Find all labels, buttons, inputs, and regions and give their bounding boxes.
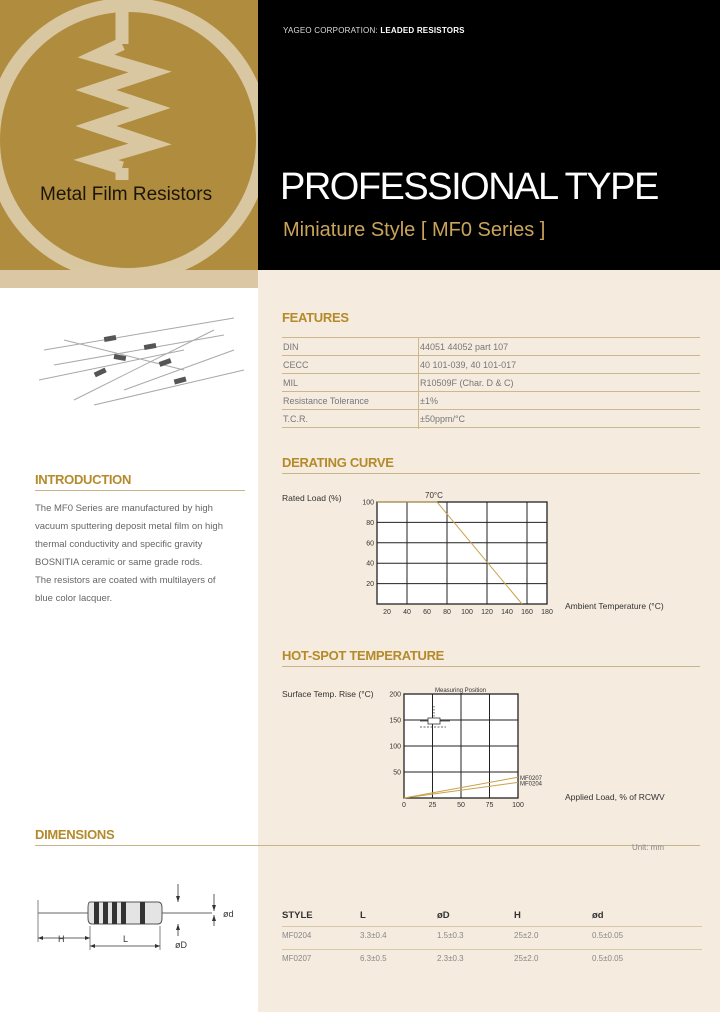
hotspot-title: HOT-SPOT TEMPERATURE	[282, 648, 445, 663]
feature-row	[282, 338, 700, 356]
derating-title: DERATING CURVE	[282, 455, 394, 470]
x-tick-label: 100	[461, 609, 473, 615]
table-cell: 25±2.0	[514, 954, 539, 963]
y-tick-label: 100	[389, 743, 401, 751]
feature-value: 40 101-039, 40 101-017	[420, 360, 517, 370]
table-row	[282, 926, 702, 948]
y-tick-label: 150	[389, 717, 401, 725]
y-tick-label: 40	[366, 560, 374, 568]
y-tick-label: 200	[389, 691, 401, 699]
features-title: FEATURES	[282, 310, 349, 325]
y-tick-label: 20	[366, 581, 374, 589]
hotspot-annotation: Measuring Position	[435, 688, 487, 694]
table-row	[282, 949, 702, 971]
feature-value: 44051 44052 part 107	[420, 342, 509, 352]
hotspot-xlabel: Applied Load, % of RCWV	[565, 792, 665, 802]
resistor-logo-icon	[0, 0, 258, 270]
feature-value: ±1%	[420, 396, 438, 406]
introduction-rule	[35, 490, 245, 491]
y-tick-label: 100	[362, 499, 374, 507]
intro-line: BOSNITIA ceramic or same grade rods.	[35, 557, 203, 568]
table-cell: 0.5±0.05	[592, 931, 624, 940]
feature-row	[282, 392, 700, 410]
feature-row	[282, 410, 700, 428]
intro-line: The MF0 Series are manufactured by high	[35, 503, 213, 514]
feature-value: R10509F (Char. D & C)	[420, 378, 514, 388]
derating-ylabel: Rated Load (%)	[282, 493, 342, 503]
col-header: L	[360, 910, 366, 921]
x-tick-label: 100	[512, 802, 524, 809]
feature-row	[282, 374, 700, 392]
corp-suffix: LEADED RESISTORS	[380, 26, 465, 35]
x-tick-label: 25	[428, 802, 437, 809]
x-tick-label: 40	[403, 609, 411, 615]
feature-label: CECC	[283, 360, 309, 370]
introduction-text	[35, 500, 240, 608]
x-tick-label: 20	[383, 609, 391, 615]
series-label: MF0207	[520, 776, 543, 783]
introduction-title: INTRODUCTION	[35, 472, 132, 487]
feature-value: ±50ppm/°C	[420, 414, 466, 424]
table-cell: MF0204	[282, 931, 312, 940]
dimension-diagram	[30, 870, 250, 960]
oD-label: øD	[175, 940, 187, 950]
feature-label: DIN	[283, 342, 299, 352]
x-tick-label: 120	[481, 609, 493, 615]
feature-label: T.C.R.	[283, 414, 309, 424]
table-cell: 6.3±0.5	[360, 954, 387, 963]
table-cell: MF0207	[282, 954, 312, 963]
col-header: STYLE	[282, 910, 313, 921]
feature-label: Resistance Tolerance	[283, 396, 369, 406]
header-logo-panel	[0, 0, 258, 270]
y-tick-label: 50	[393, 769, 401, 777]
page-title: PROFESSIONAL TYPE	[280, 166, 658, 208]
intro-line: blue color lacquer.	[35, 593, 113, 604]
product-name: Metal Film Resistors	[40, 184, 213, 205]
feature-label: MIL	[283, 378, 299, 388]
intro-line: The resistors are coated with multilayers of	[35, 575, 216, 586]
corp-prefix: YAGEO CORPORATION	[283, 26, 376, 35]
derating-xlabel: Ambient Temperature (°C)	[565, 601, 664, 611]
x-tick-label: 75	[485, 802, 494, 809]
derating-rule	[282, 473, 700, 474]
col-header: øD	[437, 910, 450, 921]
od-label: ød	[223, 909, 234, 919]
feature-row	[282, 356, 700, 374]
x-tick-label: 140	[501, 609, 513, 615]
resistors-photo	[34, 310, 250, 410]
dimensions-title: DIMENSIONS	[35, 827, 115, 842]
left-band	[0, 270, 258, 288]
x-tick-label: 50	[457, 802, 465, 809]
L-label: L	[123, 934, 129, 944]
series-label: MF0204	[520, 781, 543, 788]
table-cell: 0.5±0.05	[592, 954, 624, 963]
table-cell: 1.5±0.3	[437, 931, 464, 940]
unit-label: Unit: mm	[632, 843, 664, 852]
H-label: H	[58, 934, 65, 944]
x-tick-label: 180	[541, 609, 553, 615]
y-tick-label: 80	[366, 519, 374, 527]
dimensions-rule	[35, 845, 700, 846]
hotspot-chart	[380, 684, 550, 809]
y-tick-label: 60	[366, 540, 374, 548]
intro-line: vacuum sputtering deposit metal film on high	[35, 521, 223, 532]
hotspot-ylabel: Surface Temp. Rise (°C)	[282, 689, 374, 699]
table-cell: 2.3±0.3	[437, 954, 464, 963]
col-header: ød	[592, 910, 604, 921]
table-header	[282, 906, 702, 923]
table-cell: 3.3±0.4	[360, 931, 387, 940]
x-tick-label: 160	[521, 609, 533, 615]
x-tick-label: 80	[443, 609, 451, 615]
hotspot-rule	[282, 666, 700, 667]
derating-plot-area	[377, 502, 547, 604]
derating-chart	[360, 485, 560, 615]
intro-line: thermal conductivity and specific gravity	[35, 539, 203, 550]
table-cell: 25±2.0	[514, 931, 539, 940]
corporation-line: YAGEO CORPORATION: LEADED RESISTORS	[283, 26, 465, 35]
x-tick-label: 0	[402, 802, 406, 809]
page-subtitle: Miniature Style [ MF0 Series ]	[283, 219, 546, 241]
derating-annotation: 70°C	[425, 491, 443, 500]
x-tick-label: 60	[423, 609, 431, 615]
col-header: H	[514, 910, 521, 921]
